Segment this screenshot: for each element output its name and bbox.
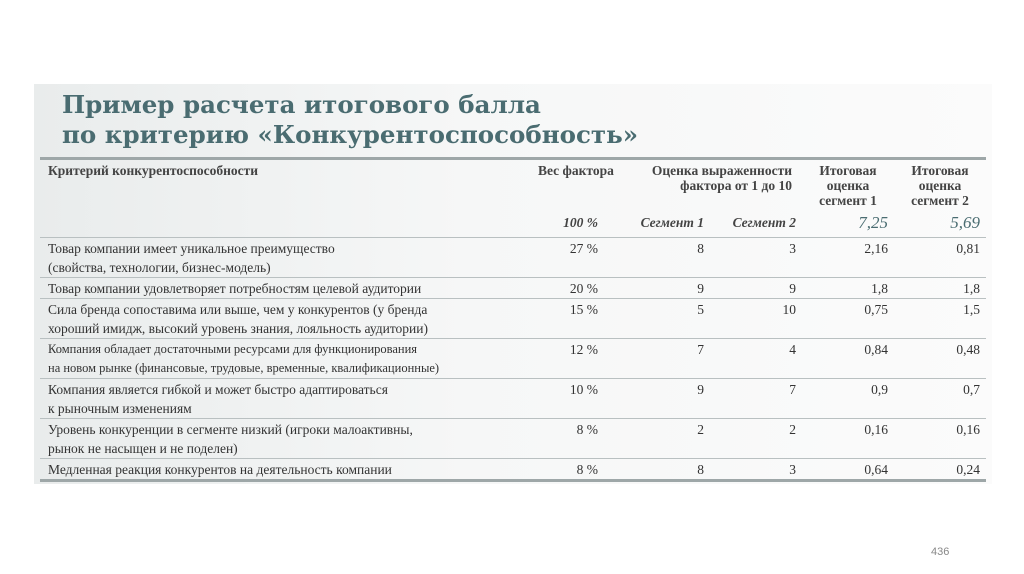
cell-criterion bbox=[40, 299, 538, 339]
title-line-2: по критерию «Конкурентоспособность» bbox=[62, 120, 639, 149]
cell-total-1: 2,16 bbox=[802, 238, 894, 278]
cell-segment-2: 3 bbox=[710, 238, 802, 278]
cell-weight: 15 % bbox=[538, 299, 618, 339]
cell-criterion bbox=[40, 339, 538, 379]
cell-total-1: 0,16 bbox=[802, 419, 894, 459]
cell-segment-1: 7 bbox=[618, 339, 710, 379]
subheader-segment-1: Сегмент 1 bbox=[618, 208, 710, 238]
cell-criterion bbox=[40, 238, 538, 278]
criterion-line-1: Компания обладает достаточными ресурсами для функционирования bbox=[48, 342, 418, 356]
criterion-line-1: Медленная реакция конкурентов на деятельность компании bbox=[48, 462, 392, 477]
table-row bbox=[40, 379, 986, 419]
subheader-weight-total: 100 % bbox=[538, 208, 618, 238]
cell-criterion bbox=[40, 419, 538, 459]
criterion-line-2: к рыночным изменениям bbox=[48, 401, 192, 416]
cell-segment-1: 8 bbox=[618, 459, 710, 481]
subheader-total-2: 5,69 bbox=[894, 208, 986, 238]
cell-segment-2: 2 bbox=[710, 419, 802, 459]
title-line-1: Пример расчета итогового балла bbox=[62, 90, 541, 119]
cell-total-1: 0,84 bbox=[802, 339, 894, 379]
cell-segment-1: 9 bbox=[618, 278, 710, 299]
header-total-1 bbox=[802, 159, 894, 209]
slide-title bbox=[62, 90, 638, 150]
criterion-line-1: Сила бренда сопоставима или выше, чем у конкурентов (у бренда bbox=[48, 302, 428, 317]
cell-total-1: 0,9 bbox=[802, 379, 894, 419]
table-row bbox=[40, 299, 986, 339]
cell-segment-2: 3 bbox=[710, 459, 802, 481]
cell-total-2: 0,7 bbox=[894, 379, 986, 419]
header-rating-line-1: Оценка выраженности bbox=[651, 163, 792, 178]
criterion-line-2: рынок не насыщен и не поделен) bbox=[48, 441, 238, 456]
cell-weight: 12 % bbox=[538, 339, 618, 379]
cell-total-2: 1,5 bbox=[894, 299, 986, 339]
header-weight: Вес фактора bbox=[538, 159, 618, 209]
cell-total-1: 0,64 bbox=[802, 459, 894, 481]
page-number: 436 bbox=[931, 546, 950, 558]
subheader-total-1: 7,25 bbox=[802, 208, 894, 238]
cell-total-1: 0,75 bbox=[802, 299, 894, 339]
table-row bbox=[40, 238, 986, 278]
criterion-line-1: Компания является гибкой и может быстро адаптироваться bbox=[48, 382, 388, 397]
subheader-empty bbox=[40, 208, 538, 238]
cell-total-1: 1,8 bbox=[802, 278, 894, 299]
criterion-line-2: (свойства, технологии, бизнес-модель) bbox=[48, 260, 271, 275]
cell-segment-2: 9 bbox=[710, 278, 802, 299]
table-row bbox=[40, 278, 986, 299]
cell-segment-1: 8 bbox=[618, 238, 710, 278]
cell-segment-2: 7 bbox=[710, 379, 802, 419]
cell-criterion bbox=[40, 459, 538, 481]
cell-total-2: 0,16 bbox=[894, 419, 986, 459]
table-row bbox=[40, 459, 986, 481]
table-row bbox=[40, 339, 986, 379]
cell-segment-1: 9 bbox=[618, 379, 710, 419]
cell-total-2: 1,8 bbox=[894, 278, 986, 299]
header-total-1-line-3: сегмент 1 bbox=[819, 193, 877, 208]
header-total-2-line-2: оценка bbox=[918, 178, 962, 193]
cell-segment-2: 4 bbox=[710, 339, 802, 379]
cell-segment-1: 5 bbox=[618, 299, 710, 339]
header-total-2-line-3: сегмент 2 bbox=[911, 193, 969, 208]
table-subheader-row bbox=[40, 208, 986, 238]
competitiveness-table bbox=[40, 157, 986, 482]
cell-weight: 8 % bbox=[538, 419, 618, 459]
cell-weight: 8 % bbox=[538, 459, 618, 481]
table-header-row bbox=[40, 159, 986, 209]
slide bbox=[34, 84, 992, 484]
header-total-2-line-1: Итоговая bbox=[911, 163, 969, 178]
cell-segment-2: 10 bbox=[710, 299, 802, 339]
cell-weight: 27 % bbox=[538, 238, 618, 278]
header-total-1-line-1: Итоговая bbox=[819, 163, 877, 178]
cell-segment-1: 2 bbox=[618, 419, 710, 459]
criterion-line-1: Уровень конкуренции в сегменте низкий (игроки малоактивны, bbox=[48, 422, 413, 437]
criterion-line-1: Товар компании имеет уникальное преимущество bbox=[48, 241, 335, 256]
criterion-line-2: хороший имидж, высокий уровень знания, лояльность аудитории) bbox=[48, 321, 428, 336]
cell-total-2: 0,81 bbox=[894, 238, 986, 278]
header-total-2 bbox=[894, 159, 986, 209]
header-rating bbox=[618, 159, 802, 209]
criterion-line-1: Товар компании удовлетворяет потребностям целевой аудитории bbox=[48, 281, 422, 296]
cell-total-2: 0,48 bbox=[894, 339, 986, 379]
subheader-segment-2: Сегмент 2 bbox=[710, 208, 802, 238]
cell-criterion bbox=[40, 278, 538, 299]
cell-criterion bbox=[40, 379, 538, 419]
criterion-line-2: на новом рынке (финансовые, трудовые, временные, квалификационные) bbox=[48, 361, 440, 375]
table-row bbox=[40, 419, 986, 459]
cell-weight: 20 % bbox=[538, 278, 618, 299]
cell-weight: 10 % bbox=[538, 379, 618, 419]
header-rating-line-2: фактора от 1 до 10 bbox=[680, 178, 792, 193]
header-criterion: Критерий конкурентоспособности bbox=[40, 159, 538, 209]
cell-total-2: 0,24 bbox=[894, 459, 986, 481]
header-total-1-line-2: оценка bbox=[826, 178, 870, 193]
